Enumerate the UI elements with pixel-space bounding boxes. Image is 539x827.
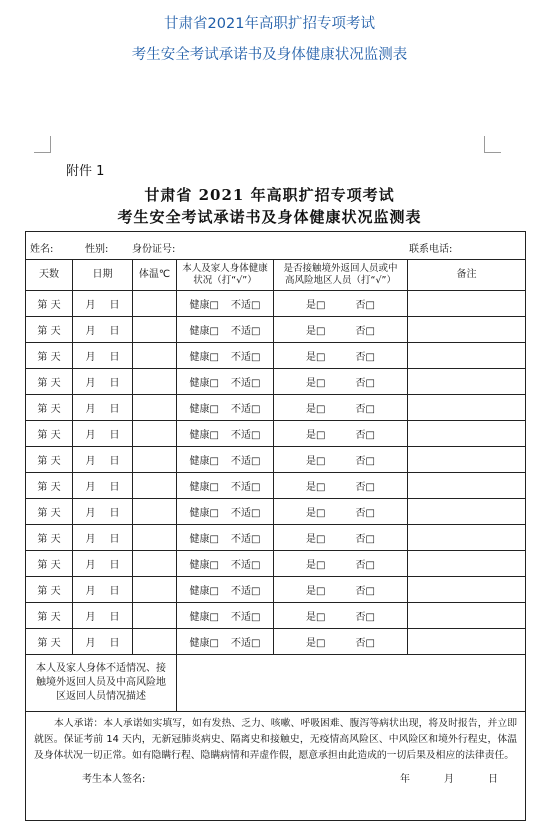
table-row: [26, 317, 526, 343]
day-cell: 第 天: [26, 473, 73, 499]
month-label: 月: [85, 378, 96, 389]
temperature-cell[interactable]: [133, 525, 177, 551]
day-cell: 第 天: [26, 369, 73, 395]
contact-no-checkbox[interactable]: 否□: [355, 560, 375, 571]
day-cell: 第 天: [26, 395, 73, 421]
notes-cell[interactable]: [408, 343, 526, 369]
unwell-checkbox[interactable]: 不适□: [231, 352, 261, 363]
month-label: 月: [85, 534, 96, 545]
health-cell: [177, 551, 274, 577]
day-cell: 第 天: [26, 291, 73, 317]
header-title-line1: 甘肃省2021年高职扩招专项考试: [164, 16, 375, 32]
day-of-month-label: 日: [109, 560, 120, 571]
contact-yes-checkbox[interactable]: 是□: [306, 612, 326, 623]
contact-yes-checkbox[interactable]: 是□: [306, 638, 326, 649]
table-row: [26, 343, 526, 369]
healthy-checkbox[interactable]: 健康□: [189, 612, 219, 623]
table-row: [26, 291, 526, 317]
notes-cell[interactable]: [408, 447, 526, 473]
unwell-checkbox[interactable]: 不适□: [231, 586, 261, 597]
day-of-month-label: 日: [109, 638, 120, 649]
header-contact-history: 是否接触境外返回人员或中高风险地区人员（打“√”）: [274, 260, 408, 291]
contact-cell: [274, 447, 408, 473]
contact-yes-checkbox[interactable]: 是□: [306, 586, 326, 597]
table-row: [26, 421, 526, 447]
contact-no-checkbox[interactable]: 否□: [355, 430, 375, 441]
health-cell: [177, 343, 274, 369]
unwell-checkbox[interactable]: 不适□: [231, 508, 261, 519]
header-health-status: 本人及家人身体健康状况（打“√”）: [177, 260, 274, 291]
health-cell: [177, 291, 274, 317]
healthy-checkbox[interactable]: 健康□: [189, 456, 219, 467]
healthy-checkbox[interactable]: 健康□: [189, 560, 219, 571]
signature-row: [26, 770, 525, 790]
notes-cell[interactable]: [408, 525, 526, 551]
contact-cell: [274, 525, 408, 551]
gender-label: 性别:: [85, 244, 109, 255]
description-row: [26, 655, 526, 712]
day-cell: 第 天: [26, 525, 73, 551]
contact-cell: [274, 291, 408, 317]
table-row: [26, 499, 526, 525]
day-cell: 第 天: [26, 317, 73, 343]
day-of-month-label: 日: [109, 456, 120, 467]
day-of-month-label: 日: [109, 534, 120, 545]
description-field[interactable]: [177, 655, 526, 712]
notes-cell[interactable]: [408, 551, 526, 577]
month-label: 月: [85, 300, 96, 311]
description-label: 本人及家人身体不适情况、接触境外返回人员及中高风险地区返回人员情况描述: [26, 655, 177, 712]
notes-cell[interactable]: [408, 395, 526, 421]
day-cell: 第 天: [26, 421, 73, 447]
month-label: 月: [85, 326, 96, 337]
table-row: [26, 395, 526, 421]
day-of-month-label: 日: [109, 300, 120, 311]
month-label: 月: [85, 352, 96, 363]
day-cell: 第 天: [26, 629, 73, 655]
attachment-label: 附件 1: [66, 164, 105, 179]
sign-month-label: 月: [444, 774, 454, 785]
personal-info-row: [26, 232, 526, 260]
header-notes: 备注: [408, 260, 526, 291]
day-of-month-label: 日: [109, 326, 120, 337]
date-cell[interactable]: [73, 525, 133, 551]
date-cell[interactable]: [73, 291, 133, 317]
day-cell: 第 天: [26, 603, 73, 629]
day-of-month-label: 日: [109, 586, 120, 597]
day-of-month-label: 日: [109, 482, 120, 493]
unwell-checkbox[interactable]: 不适□: [231, 456, 261, 467]
health-cell: [177, 369, 274, 395]
monitoring-table: [25, 231, 526, 821]
notes-cell[interactable]: [408, 317, 526, 343]
unwell-checkbox[interactable]: 不适□: [231, 430, 261, 441]
header-days: 天数: [26, 260, 73, 291]
health-cell: [177, 577, 274, 603]
healthy-checkbox[interactable]: 健康□: [189, 378, 219, 389]
date-cell[interactable]: [73, 577, 133, 603]
contact-yes-checkbox[interactable]: 是□: [306, 482, 326, 493]
notes-cell[interactable]: [408, 421, 526, 447]
contact-no-checkbox[interactable]: 否□: [355, 300, 375, 311]
contact-cell: [274, 551, 408, 577]
document-title-line2: 考生安全考试承诺书及身体健康状况监测表: [117, 208, 422, 226]
temperature-cell[interactable]: [133, 395, 177, 421]
date-cell[interactable]: [73, 629, 133, 655]
contact-cell: [274, 317, 408, 343]
healthy-checkbox[interactable]: 健康□: [189, 482, 219, 493]
pledge-text: 本人承诺：本人承诺如实填写，如有发热、乏力、咳嗽、呼吸困难、腹泻等病状出现，将及时报告，并立即就医。保证考前 14 天内，无新冠肺炎病史、隔离史和接触史，无疫情高风险区、中风险区和境外行程史，体温及身体状况一切正常。如有隐瞒行程、隐瞒病情和弄虚作假，愿意承担由此造成的一切后果及相应的法律责任。: [34, 718, 518, 761]
day-cell: 第 天: [26, 447, 73, 473]
notes-cell[interactable]: [408, 499, 526, 525]
contact-cell: [274, 603, 408, 629]
temperature-cell[interactable]: [133, 551, 177, 577]
contact-yes-checkbox[interactable]: 是□: [306, 404, 326, 415]
header-date: 日期: [73, 260, 133, 291]
crop-mark-right: [484, 136, 501, 153]
contact-cell: [274, 395, 408, 421]
healthy-checkbox[interactable]: 健康□: [189, 352, 219, 363]
temperature-cell[interactable]: [133, 343, 177, 369]
contact-cell: [274, 473, 408, 499]
unwell-checkbox[interactable]: 不适□: [231, 482, 261, 493]
table-row: [26, 473, 526, 499]
contact-no-checkbox[interactable]: 否□: [355, 508, 375, 519]
healthy-checkbox[interactable]: 健康□: [189, 508, 219, 519]
contact-yes-checkbox[interactable]: 是□: [306, 352, 326, 363]
contact-cell: [274, 499, 408, 525]
contact-cell: [274, 343, 408, 369]
contact-yes-checkbox[interactable]: 是□: [306, 560, 326, 571]
healthy-checkbox[interactable]: 健康□: [189, 534, 219, 545]
date-cell[interactable]: [73, 395, 133, 421]
month-label: 月: [85, 560, 96, 571]
notes-cell[interactable]: [408, 473, 526, 499]
temperature-cell[interactable]: [133, 499, 177, 525]
pledge-cell: [26, 712, 526, 821]
temperature-cell[interactable]: [133, 577, 177, 603]
phone-label: 联系电话:: [409, 244, 453, 255]
day-of-month-label: 日: [109, 378, 120, 389]
day-of-month-label: 日: [109, 352, 120, 363]
pledge-row: [26, 712, 526, 821]
unwell-checkbox[interactable]: 不适□: [231, 560, 261, 571]
contact-no-checkbox[interactable]: 否□: [355, 534, 375, 545]
health-cell: [177, 473, 274, 499]
unwell-checkbox[interactable]: 不适□: [231, 404, 261, 415]
column-header-row: [26, 260, 526, 291]
contact-no-checkbox[interactable]: 否□: [355, 586, 375, 597]
contact-cell: [274, 369, 408, 395]
day-cell: 第 天: [26, 343, 73, 369]
contact-no-checkbox[interactable]: 否□: [355, 482, 375, 493]
day-cell: 第 天: [26, 551, 73, 577]
unwell-checkbox[interactable]: 不适□: [231, 300, 261, 311]
unwell-checkbox[interactable]: 不适□: [231, 638, 261, 649]
unwell-checkbox[interactable]: 不适□: [231, 378, 261, 389]
header-temperature: 体温℃: [133, 260, 177, 291]
notes-cell[interactable]: [408, 369, 526, 395]
temperature-cell[interactable]: [133, 629, 177, 655]
table-row: [26, 369, 526, 395]
contact-no-checkbox[interactable]: 否□: [355, 456, 375, 467]
table-row: [26, 577, 526, 603]
contact-no-checkbox[interactable]: 否□: [355, 378, 375, 389]
notes-cell[interactable]: [408, 603, 526, 629]
temperature-cell[interactable]: [133, 369, 177, 395]
date-cell[interactable]: [73, 447, 133, 473]
healthy-checkbox[interactable]: 健康□: [189, 586, 219, 597]
health-cell: [177, 447, 274, 473]
contact-no-checkbox[interactable]: 否□: [355, 352, 375, 363]
contact-yes-checkbox[interactable]: 是□: [306, 326, 326, 337]
contact-no-checkbox[interactable]: 否□: [355, 326, 375, 337]
document-title-line1: 甘肃省 2021 年高职扩招专项考试: [144, 186, 395, 204]
id-number-label: 身份证号:: [132, 244, 176, 255]
month-label: 月: [85, 456, 96, 467]
healthy-checkbox[interactable]: 健康□: [189, 638, 219, 649]
temperature-cell[interactable]: [133, 473, 177, 499]
healthy-checkbox[interactable]: 健康□: [189, 404, 219, 415]
table-row: [26, 551, 526, 577]
date-cell[interactable]: [73, 343, 133, 369]
day-of-month-label: 日: [109, 612, 120, 623]
health-cell: [177, 525, 274, 551]
sign-year-label: 年: [400, 774, 410, 785]
header-title-line2: 考生安全考试承诺书及身体健康状况监测表: [131, 47, 408, 63]
contact-yes-checkbox[interactable]: 是□: [306, 534, 326, 545]
notes-cell[interactable]: [408, 577, 526, 603]
health-cell: [177, 421, 274, 447]
date-cell[interactable]: [73, 551, 133, 577]
notes-cell[interactable]: [408, 291, 526, 317]
temperature-cell[interactable]: [133, 447, 177, 473]
temperature-cell[interactable]: [133, 421, 177, 447]
day-of-month-label: 日: [109, 404, 120, 415]
sign-day-label: 日: [488, 774, 498, 785]
contact-cell: [274, 577, 408, 603]
month-label: 月: [85, 482, 96, 493]
healthy-checkbox[interactable]: 健康□: [189, 430, 219, 441]
temperature-cell[interactable]: [133, 317, 177, 343]
unwell-checkbox[interactable]: 不适□: [231, 326, 261, 337]
health-cell: [177, 317, 274, 343]
day-of-month-label: 日: [109, 508, 120, 519]
contact-no-checkbox[interactable]: 否□: [355, 612, 375, 623]
day-of-month-label: 日: [109, 430, 120, 441]
health-cell: [177, 395, 274, 421]
notes-cell[interactable]: [408, 629, 526, 655]
table-row: [26, 629, 526, 655]
contact-yes-checkbox[interactable]: 是□: [306, 430, 326, 441]
table-row: [26, 603, 526, 629]
contact-cell: [274, 629, 408, 655]
date-cell[interactable]: [73, 421, 133, 447]
name-label: 姓名:: [30, 244, 54, 255]
contact-yes-checkbox[interactable]: 是□: [306, 456, 326, 467]
contact-yes-checkbox[interactable]: 是□: [306, 300, 326, 311]
signature-label: 考生本人签名:: [82, 774, 146, 785]
date-cell[interactable]: [73, 369, 133, 395]
month-label: 月: [85, 404, 96, 415]
contact-cell: [274, 421, 408, 447]
contact-no-checkbox[interactable]: 否□: [355, 404, 375, 415]
date-cell[interactable]: [73, 499, 133, 525]
temperature-cell[interactable]: [133, 291, 177, 317]
contact-no-checkbox[interactable]: 否□: [355, 638, 375, 649]
month-label: 月: [85, 586, 96, 597]
month-label: 月: [85, 430, 96, 441]
health-cell: [177, 629, 274, 655]
temperature-cell[interactable]: [133, 603, 177, 629]
health-cell: [177, 499, 274, 525]
date-cell[interactable]: [73, 473, 133, 499]
date-cell[interactable]: [73, 317, 133, 343]
unwell-checkbox[interactable]: 不适□: [231, 534, 261, 545]
unwell-checkbox[interactable]: 不适□: [231, 612, 261, 623]
date-cell[interactable]: [73, 603, 133, 629]
month-label: 月: [85, 508, 96, 519]
month-label: 月: [85, 638, 96, 649]
table-row: [26, 525, 526, 551]
contact-yes-checkbox[interactable]: 是□: [306, 378, 326, 389]
healthy-checkbox[interactable]: 健康□: [189, 300, 219, 311]
crop-mark-left: [34, 136, 51, 153]
month-label: 月: [85, 612, 96, 623]
healthy-checkbox[interactable]: 健康□: [189, 326, 219, 337]
health-cell: [177, 603, 274, 629]
day-cell: 第 天: [26, 499, 73, 525]
day-cell: 第 天: [26, 577, 73, 603]
contact-yes-checkbox[interactable]: 是□: [306, 508, 326, 519]
table-row: [26, 447, 526, 473]
